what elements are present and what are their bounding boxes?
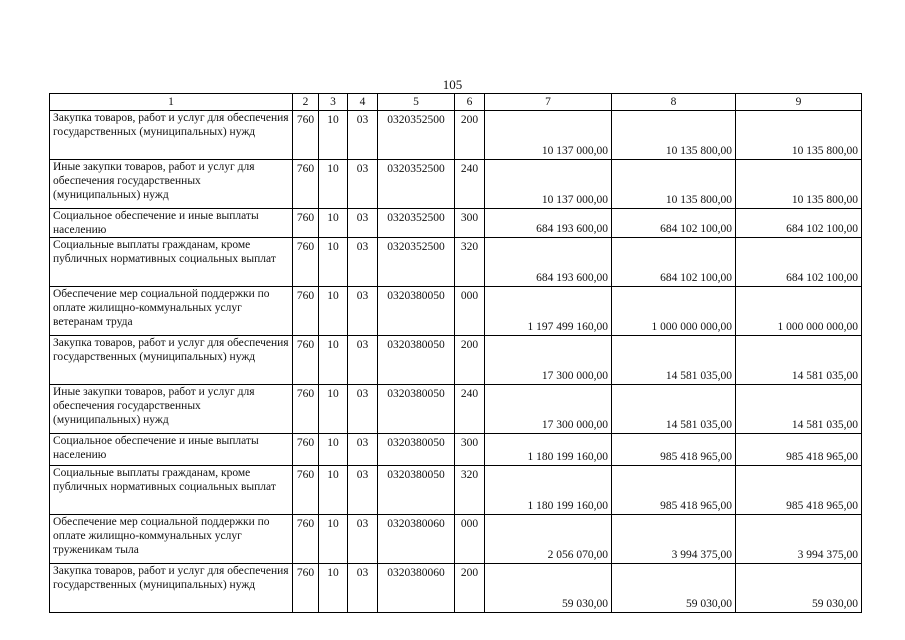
row-col3-cell: 10 [319, 287, 348, 336]
row-col3-cell: 10 [319, 564, 348, 613]
row-col7-amount: 10 137 000,00 [485, 160, 612, 209]
row-col8-amount: 684 102 100,00 [612, 209, 736, 238]
row-col8-amount: 1 000 000 000,00 [612, 287, 736, 336]
row-col3-cell: 10 [319, 434, 348, 466]
header-cell: 9 [736, 94, 862, 111]
table-row [50, 111, 862, 160]
row-col5-cell: 0320352500 [378, 209, 455, 238]
row-name-cell: Социальные выплаты гражданам, кроме публичных нормативных социальных выплат [50, 238, 293, 287]
row-col4-cell: 03 [348, 564, 378, 613]
row-col9-amount: 985 418 965,00 [736, 466, 862, 515]
row-col6-cell: 320 [455, 238, 485, 287]
row-col5-cell: 0320380050 [378, 434, 455, 466]
row-col7-amount: 1 180 199 160,00 [485, 466, 612, 515]
table-row [50, 287, 862, 336]
row-col6-cell: 240 [455, 385, 485, 434]
row-col5-cell: 0320352500 [378, 160, 455, 209]
row-col2-cell: 760 [293, 209, 319, 238]
header-cell: 5 [378, 94, 455, 111]
row-col9-amount: 3 994 375,00 [736, 515, 862, 564]
row-col7-amount: 17 300 000,00 [485, 336, 612, 385]
row-col8-amount: 3 994 375,00 [612, 515, 736, 564]
row-col6-cell: 200 [455, 336, 485, 385]
row-col8-amount: 10 135 800,00 [612, 160, 736, 209]
table-row [50, 385, 862, 434]
row-name-cell: Закупка товаров, работ и услуг для обеспечения государственных (муниципальных) нужд [50, 564, 293, 613]
row-col8-amount: 59 030,00 [612, 564, 736, 613]
row-name-cell: Социальные выплаты гражданам, кроме публичных нормативных социальных выплат [50, 466, 293, 515]
row-col2-cell: 760 [293, 564, 319, 613]
row-name-cell: Иные закупки товаров, работ и услуг для обеспечения государственных (муниципальных) нужд [50, 160, 293, 209]
table-row [50, 238, 862, 287]
row-col3-cell: 10 [319, 238, 348, 287]
row-col4-cell: 03 [348, 111, 378, 160]
row-col2-cell: 760 [293, 434, 319, 466]
row-col8-amount: 14 581 035,00 [612, 336, 736, 385]
row-col5-cell: 0320380050 [378, 336, 455, 385]
table-row [50, 466, 862, 515]
row-col2-cell: 760 [293, 385, 319, 434]
table-header-row [50, 94, 862, 111]
table-row [50, 434, 862, 466]
row-col5-cell: 0320380050 [378, 287, 455, 336]
row-col6-cell: 000 [455, 287, 485, 336]
row-col6-cell: 240 [455, 160, 485, 209]
row-col9-amount: 10 135 800,00 [736, 160, 862, 209]
row-col8-amount: 684 102 100,00 [612, 238, 736, 287]
row-col6-cell: 000 [455, 515, 485, 564]
row-col9-amount: 684 102 100,00 [736, 209, 862, 238]
row-col4-cell: 03 [348, 515, 378, 564]
row-col2-cell: 760 [293, 287, 319, 336]
header-cell: 2 [293, 94, 319, 111]
row-col3-cell: 10 [319, 385, 348, 434]
row-col7-amount: 17 300 000,00 [485, 385, 612, 434]
table-row [50, 515, 862, 564]
row-col9-amount: 1 000 000 000,00 [736, 287, 862, 336]
row-col2-cell: 760 [293, 466, 319, 515]
row-col8-amount: 985 418 965,00 [612, 434, 736, 466]
row-name-cell: Закупка товаров, работ и услуг для обеспечения государственных (муниципальных) нужд [50, 111, 293, 160]
table-row [50, 209, 862, 238]
header-cell: 3 [319, 94, 348, 111]
row-col8-amount: 985 418 965,00 [612, 466, 736, 515]
row-col6-cell: 300 [455, 209, 485, 238]
header-cell: 6 [455, 94, 485, 111]
row-col4-cell: 03 [348, 287, 378, 336]
row-col4-cell: 03 [348, 434, 378, 466]
row-col7-amount: 684 193 600,00 [485, 238, 612, 287]
row-col2-cell: 760 [293, 238, 319, 287]
row-col9-amount: 985 418 965,00 [736, 434, 862, 466]
row-name-cell: Обеспечение мер социальной поддержки по оплате жилищно-коммунальных услуг труженикам тыла [50, 515, 293, 564]
header-cell: 4 [348, 94, 378, 111]
row-col9-amount: 59 030,00 [736, 564, 862, 613]
row-col2-cell: 760 [293, 111, 319, 160]
row-col3-cell: 10 [319, 515, 348, 564]
row-col8-amount: 14 581 035,00 [612, 385, 736, 434]
page-number: 105 [442, 77, 463, 92]
header-cell: 8 [612, 94, 736, 111]
row-col9-amount: 14 581 035,00 [736, 385, 862, 434]
row-col7-amount: 684 193 600,00 [485, 209, 612, 238]
row-col4-cell: 03 [348, 238, 378, 287]
row-name-cell: Иные закупки товаров, работ и услуг для обеспечения государственных (муниципальных) нужд [50, 385, 293, 434]
row-col7-amount: 59 030,00 [485, 564, 612, 613]
row-col3-cell: 10 [319, 160, 348, 209]
row-col5-cell: 0320352500 [378, 111, 455, 160]
table-row [50, 336, 862, 385]
budget-table [49, 93, 862, 613]
header-cell: 7 [485, 94, 612, 111]
row-col3-cell: 10 [319, 209, 348, 238]
row-col9-amount: 684 102 100,00 [736, 238, 862, 287]
row-col2-cell: 760 [293, 336, 319, 385]
row-name-cell: Закупка товаров, работ и услуг для обеспечения государственных (муниципальных) нужд [50, 336, 293, 385]
row-col5-cell: 0320380050 [378, 466, 455, 515]
row-name-cell: Социальное обеспечение и иные выплаты населению [50, 209, 293, 238]
row-col6-cell: 300 [455, 434, 485, 466]
row-col7-amount: 10 137 000,00 [485, 111, 612, 160]
row-col2-cell: 760 [293, 160, 319, 209]
row-col4-cell: 03 [348, 385, 378, 434]
row-col7-amount: 2 056 070,00 [485, 515, 612, 564]
row-col6-cell: 200 [455, 111, 485, 160]
row-col8-amount: 10 135 800,00 [612, 111, 736, 160]
table-row [50, 160, 862, 209]
row-col3-cell: 10 [319, 466, 348, 515]
row-col2-cell: 760 [293, 515, 319, 564]
row-col9-amount: 14 581 035,00 [736, 336, 862, 385]
table-row [50, 564, 862, 613]
row-col7-amount: 1 180 199 160,00 [485, 434, 612, 466]
row-col4-cell: 03 [348, 160, 378, 209]
row-col6-cell: 320 [455, 466, 485, 515]
row-col6-cell: 200 [455, 564, 485, 613]
row-name-cell: Социальное обеспечение и иные выплаты населению [50, 434, 293, 466]
row-col3-cell: 10 [319, 111, 348, 160]
row-col5-cell: 0320380060 [378, 564, 455, 613]
row-name-cell: Обеспечение мер социальной поддержки по оплате жилищно-коммунальных услуг ветеранам труда [50, 287, 293, 336]
row-col9-amount: 10 135 800,00 [736, 111, 862, 160]
row-col5-cell: 0320380060 [378, 515, 455, 564]
row-col5-cell: 0320352500 [378, 238, 455, 287]
row-col4-cell: 03 [348, 336, 378, 385]
row-col5-cell: 0320380050 [378, 385, 455, 434]
row-col3-cell: 10 [319, 336, 348, 385]
row-col4-cell: 03 [348, 466, 378, 515]
row-col4-cell: 03 [348, 209, 378, 238]
row-col7-amount: 1 197 499 160,00 [485, 287, 612, 336]
header-cell: 1 [50, 94, 293, 111]
